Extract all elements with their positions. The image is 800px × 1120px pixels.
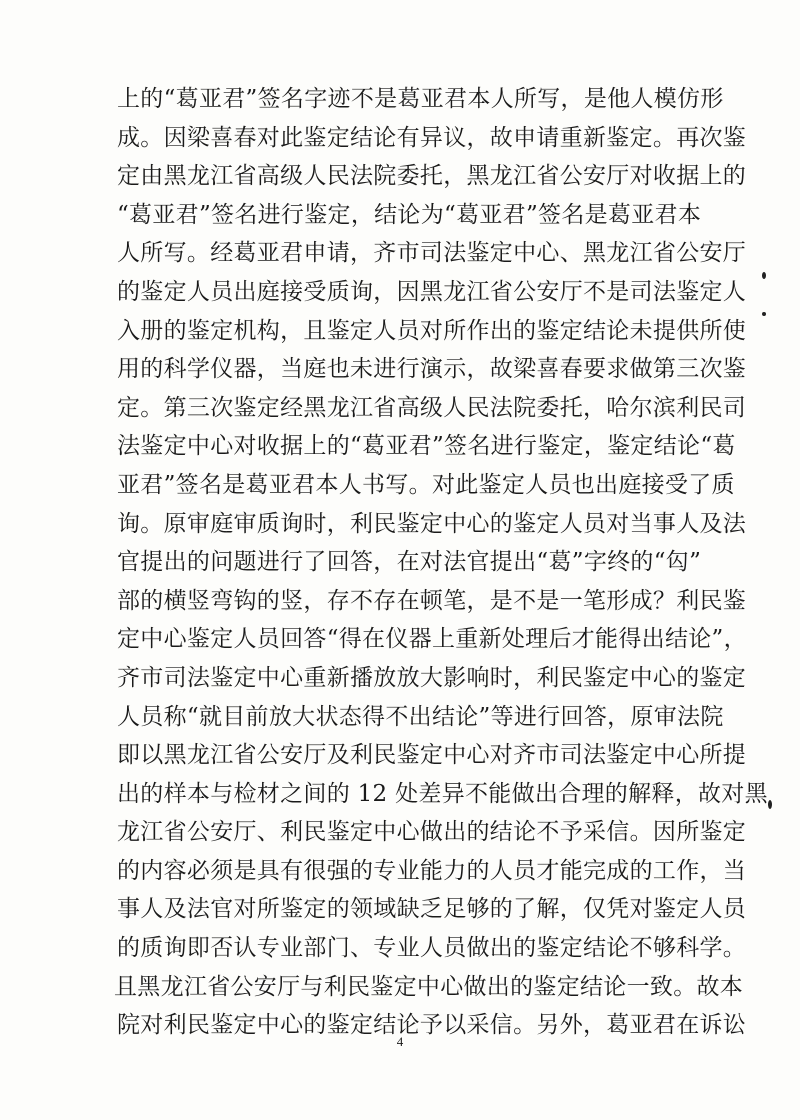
text-line-10: 法鉴定中心对收据上的“葛亚君”签名进行鉴定，鉴定结论“葛 [117, 433, 736, 460]
text-line-20: 龙江省公安厅、利民鉴定中心做出的结论不予采信。因所鉴定 [117, 819, 747, 846]
scan-speck [762, 312, 766, 316]
text-line-6: 的鉴定人员出庭接受质询，因黑龙江省公安厅不是司法鉴定人 [117, 278, 747, 305]
scan-speck [768, 800, 772, 809]
body-text [114, 80, 768, 1045]
scan-speck [762, 272, 766, 279]
text-line-14: 部的横竖弯钩的竖，存不存在顿笔，是不是一笔形成？利民鉴 [117, 587, 747, 614]
text-line-25: 院对利民鉴定中心的鉴定结论予以采信。另外，葛亚君在诉讼 [117, 1012, 747, 1039]
text-line-4: “葛亚君”签名进行鉴定，结论为“葛亚君”签名是葛亚君本 [117, 201, 702, 228]
text-line-11: 亚君”签名是葛亚君本人书写。对此鉴定人员也出庭接受了质 [117, 471, 735, 498]
text-line-3: 定由黑龙江省高级人民法院委托，黑龙江省公安厅对收据上的 [117, 163, 747, 190]
text-line-13: 官提出的问题进行了回答，在对法官提出“葛”字终的“匃” [117, 549, 702, 576]
text-line-12: 询。原审庭审质询时，利民鉴定中心的鉴定人员对当事人及法 [117, 510, 747, 537]
text-line-9: 定。第三次鉴定经黑龙江省高级人民法院委托，哈尔滨利民司 [117, 394, 747, 421]
text-line-15: 定中心鉴定人员回答“得在仪器上重新处理后才能得出结论”， [117, 626, 747, 653]
text-line-19: 出的样本与检材之间的 12 处差异不能做出合理的解释，故对黑 [117, 780, 768, 807]
text-line-1: 上的“葛亚君”签名字迹不是葛亚君本人所写，是他人模仿形 [117, 86, 724, 112]
text-line-22: 事人及法官对所鉴定的领域缺乏足够的了解，仅凭对鉴定人员 [117, 896, 747, 923]
text-line-8: 用的科学仪器，当庭也未进行演示，故梁喜春要求做第三次鉴 [117, 356, 747, 383]
text-line-7: 入册的鉴定机构，且鉴定人员对所作出的鉴定结论未提供所使 [117, 317, 747, 344]
text-line-18: 即以黑龙江省公安厅及利民鉴定中心对齐市司法鉴定中心所提 [117, 742, 747, 769]
page-number: 4 [396, 1034, 404, 1049]
text-line-2: 成。因梁喜春对此鉴定结论有异议，故申请重新鉴定。再次鉴 [117, 124, 747, 151]
text-line-17: 人员称“就目前放大状态得不出结论”等进行回答，原审法院 [117, 703, 724, 730]
text-line-23: 的质询即否认专业部门、专业人员做出的鉴定结论不够科学。 [117, 935, 747, 962]
text-line-5: 人所写。经葛亚君申请，齐市司法鉴定中心、黑龙江省公安厅 [117, 240, 747, 267]
text-line-24: 且黑龙江省公安厅与利民鉴定中心做出的鉴定结论一致。故本 [114, 973, 744, 1000]
text-line-16: 齐市司法鉴定中心重新播放放大影响时，利民鉴定中心的鉴定 [117, 664, 747, 691]
text-line-21: 的内容必须是具有很强的专业能力的人员才能完成的工作，当 [117, 857, 747, 884]
